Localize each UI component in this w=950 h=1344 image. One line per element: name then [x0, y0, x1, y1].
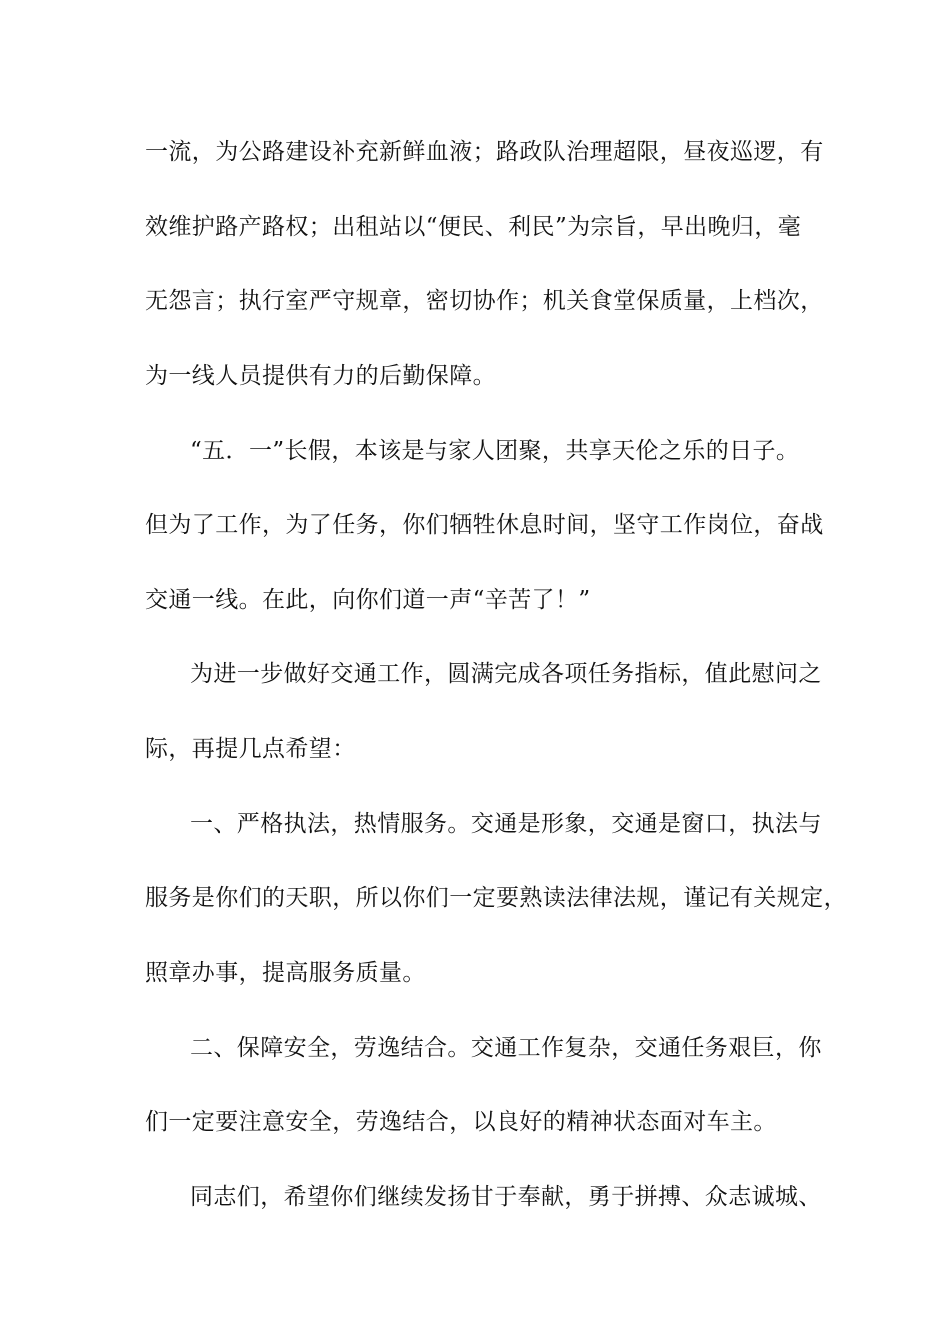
text-line: 服务是你们的天职，所以你们一定要熟读法律法规，谨记有关规定， — [145, 885, 847, 911]
text-line: 效维护路产路权；出租站以“便民、利民”为宗旨，早出晚归，毫 — [145, 214, 802, 240]
text-line: 同志们，希望你们继续发扬甘于奉献，勇于拼搏、众志诚城、 — [190, 1184, 822, 1210]
text-line: 一流，为公路建设补充新鲜血液；路政队治理超限，昼夜巡逻，有 — [145, 139, 824, 165]
text-line: 一、严格执法，热情服务。交通是形象，交通是窗口，执法与 — [190, 811, 822, 837]
text-line: “五．一”长假，本该是与家人团聚，共享天伦之乐的日子。 — [190, 438, 800, 464]
text-line: 无怨言；执行室严守规章，密切协作；机关食堂保质量，上档次， — [145, 288, 824, 314]
text-line: 二、保障安全，劳逸结合。交通工作复杂，交通任务艰巨，你 — [190, 1035, 822, 1061]
text-line: 际，再提几点希望： — [145, 736, 356, 762]
text-line: 为进一步做好交通工作，圆满完成各项任务指标，值此慰问之 — [190, 661, 822, 687]
text-line: 照章办事，提高服务质量。 — [145, 960, 426, 986]
text-line: 但为了工作，为了任务，你们牺牲休息时间，坚守工作岗位，奋战 — [145, 512, 824, 538]
text-line: 交通一线。在此，向你们道一声“辛苦了！” — [145, 587, 591, 613]
text-line: 们一定要注意安全，劳逸结合，以良好的精神状态面对车主。 — [145, 1109, 777, 1135]
text-line: 为一线人员提供有力的后勤保障。 — [145, 363, 496, 389]
